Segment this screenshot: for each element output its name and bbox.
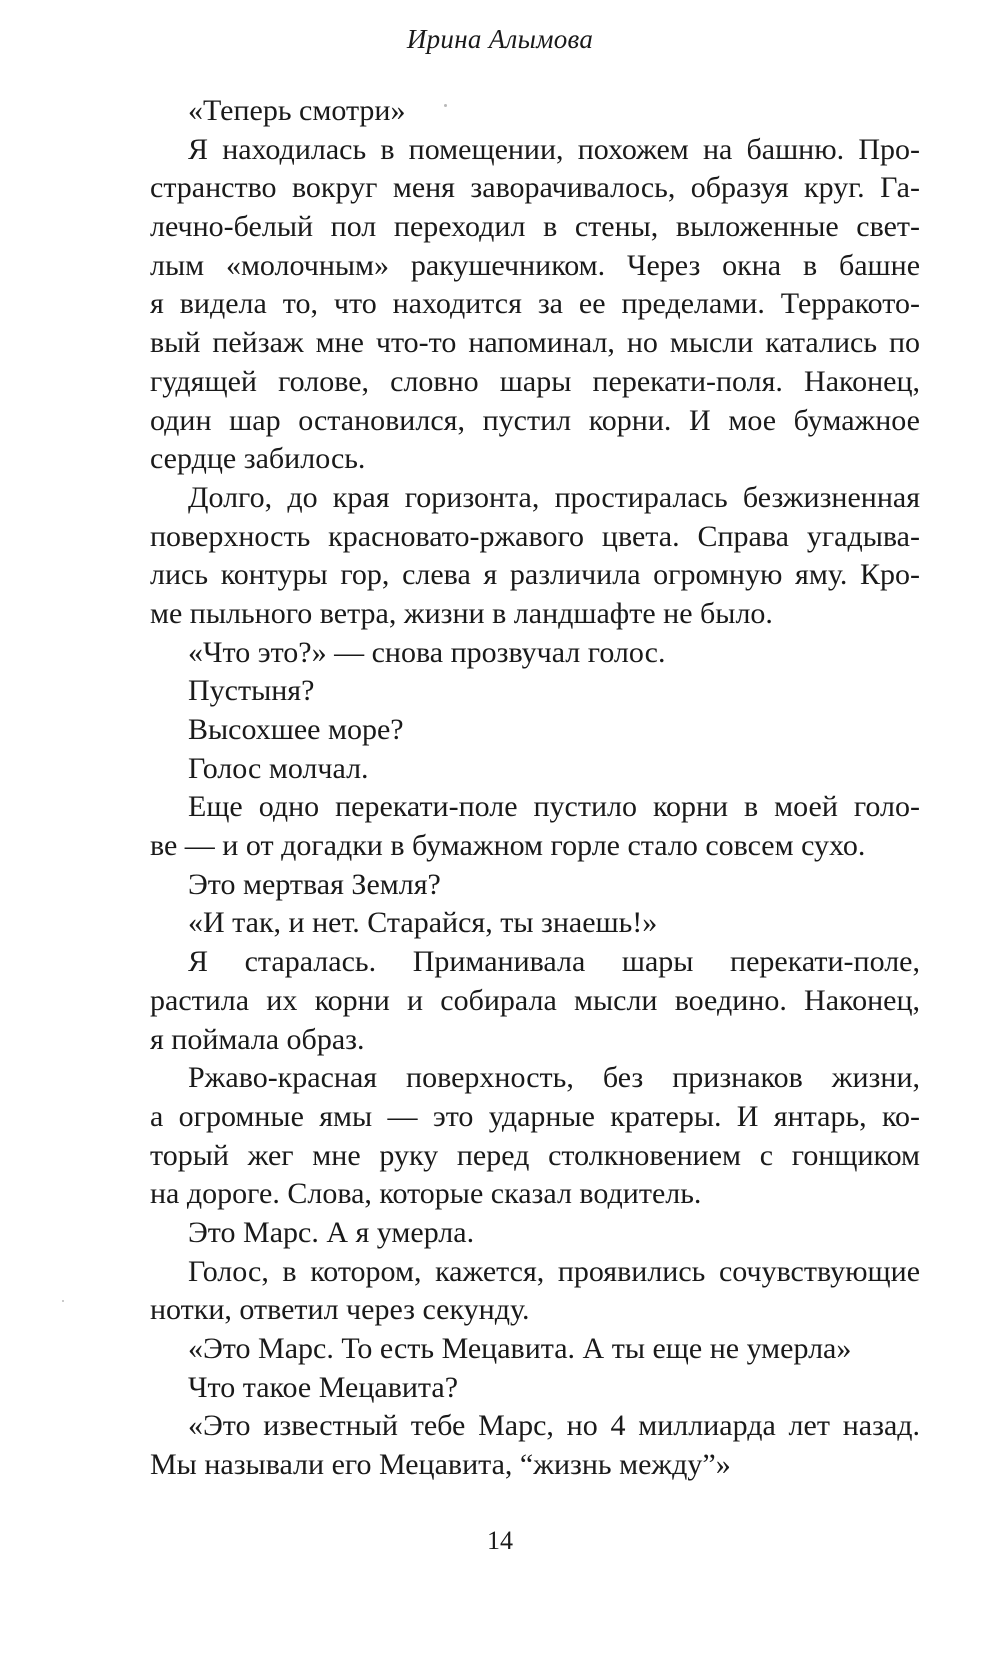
running-header-author: Ирина Алымова <box>406 24 594 54</box>
text-line: растила их корни и собирала мысли воедино. Наконец, <box>150 983 921 1017</box>
text-line: «Что это?» — снова прозвучал голос. <box>188 635 666 669</box>
text-line: Пустыня? <box>188 674 315 708</box>
text-line: Это мертвая Земля? <box>188 867 441 901</box>
page-number: 14 <box>487 1526 513 1555</box>
text-line: один шар остановился, пустил корни. И мое бумажное <box>150 403 920 437</box>
text-line: поверхность красновато-ржавого цвета. Справа угадыва- <box>150 519 920 553</box>
text-line: на дороге. Слова, которые сказал водитель. <box>150 1177 702 1211</box>
text-line: «Это известный тебе Марс, но 4 миллиарда лет назад. <box>188 1409 921 1443</box>
text-line: торый жег мне руку перед столкновением с гонщиком <box>150 1138 921 1172</box>
text-line: лечно-белый пол переходил в стены, выложенные свет- <box>150 210 921 244</box>
text-line: а огромные ямы — это ударные кратеры. И янтарь, ко- <box>150 1099 921 1133</box>
text-line: странство вокруг меня заворачивалось, образуя круг. Га- <box>150 171 920 205</box>
text-line: лись контуры гор, слева я различила огромную яму. Кро- <box>150 558 920 592</box>
text-line: вый пейзаж мне что-то напоминал, но мысли катались по <box>150 326 921 360</box>
text-line: сердце забилось. <box>150 442 366 476</box>
text-line: «Теперь смотри» <box>188 94 406 127</box>
text-line: Я находилась в помещении, похожем на башню. Про- <box>188 132 920 166</box>
text-line: Ржаво-красная поверхность, без признаков жизни, <box>188 1061 921 1095</box>
text-line: Это Марс. А я умерла. <box>188 1215 475 1249</box>
page-body-text <box>150 92 920 1485</box>
text-line: Мы называли его Мецавита, “жизнь между”» <box>150 1448 731 1482</box>
text-line: ме пыльного ветра, жизни в ландшафте не было. <box>150 596 773 630</box>
text-line: Еще одно перекати-поле пустило корни в моей голо- <box>188 790 920 824</box>
text-line: «И так, и нет. Старайся, ты знаешь!» <box>188 906 658 940</box>
text-line: ве — и от догадки в бумажном горле стало совсем сухо. <box>150 829 866 863</box>
text-line: Я старалась. Приманивала шары перекати-поле, <box>188 945 920 979</box>
text-line: лым «молочным» ракушечником. Через окна в башне <box>150 248 921 282</box>
text-line: Долго, до края горизонта, простиралась безжизненная <box>188 480 921 514</box>
text-line: Голос молчал. <box>188 751 369 785</box>
text-line: гудящей голове, словно шары перекати-поля. Наконец, <box>150 364 921 398</box>
text-line: я видела то, что находится за ее пределами. Терракото- <box>150 287 920 321</box>
paper-speck <box>62 1300 64 1302</box>
paper-speck <box>444 104 447 107</box>
text-line: Что такое Мецавита? <box>188 1370 459 1404</box>
text-line: я поймала образ. <box>150 1022 365 1056</box>
text-line: Высохшее море? <box>188 713 404 746</box>
text-line: Голос, в котором, кажется, проявились сочувствующие <box>188 1254 921 1288</box>
text-line: «Это Марс. То есть Мецавита. А ты еще не умерла» <box>188 1332 852 1365</box>
text-line: нотки, ответил через секунду. <box>150 1293 530 1327</box>
